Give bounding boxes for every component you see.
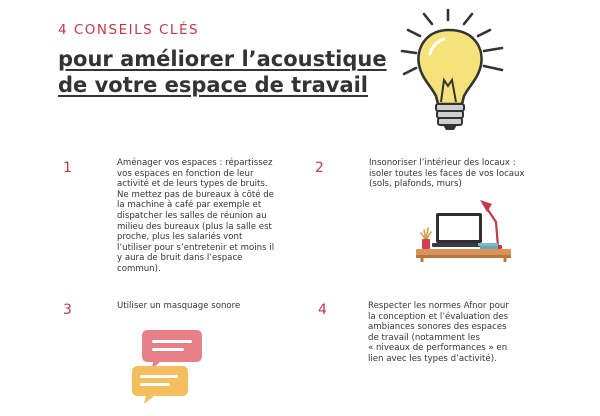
tip-1-line: y aura de bruit dans l’espace (117, 253, 243, 264)
tip-4-text (368, 301, 509, 365)
tip-2-text (369, 158, 525, 190)
tip-1-line: milieu des bureaux (plus la salle est (117, 221, 272, 232)
tip-1-line: l’utiliser pour s’entretenir et moins il (117, 242, 275, 253)
tip-4-line: de travail (notamment les (368, 332, 480, 343)
tip-3-line: Utiliser un masquage sonore (117, 301, 241, 311)
title-line-1: pour améliorer l’acoustique (58, 47, 387, 71)
lightbulb-icon (392, 8, 522, 136)
tip-4-line: ambiances sonores des espaces (368, 322, 507, 333)
title-line-2: de votre espace de travail (58, 73, 369, 97)
tip-1-line: dispatcher les salles de réunion au (117, 210, 267, 221)
tip-4-line: la conception et l’évaluation des (368, 311, 509, 322)
tip-2-line: (sols, plafonds, murs) (369, 179, 462, 190)
tip-4-number: 4 (318, 302, 327, 318)
tip-1-line: Aménager vos espaces : répartissez (117, 158, 273, 168)
tip-1-line: vos espaces en fonction de leur (117, 168, 254, 179)
page-title (58, 46, 398, 98)
tip-2-number: 2 (315, 160, 324, 176)
tip-4-line: « niveaux de performances » en (368, 343, 508, 354)
tip-1-text (117, 158, 274, 275)
tip-4-line: Respecter les normes Afnor pour (368, 301, 509, 311)
chat-bubbles-icon (130, 328, 206, 406)
kicker: 4 CONSEILS CLÉS (58, 22, 200, 38)
tip-3-text (117, 301, 240, 312)
tip-1-line: commun). (117, 263, 161, 274)
tip-2-line: isoler toutes les faces de vos locaux (369, 168, 525, 179)
tip-1-line: Ne mettez pas de bureaux à côté de (117, 189, 274, 200)
tip-4-line: lien avec les types d’activité). (368, 353, 497, 364)
tip-1-number: 1 (63, 160, 72, 176)
tip-3-number: 3 (63, 302, 72, 318)
tip-1-line: proche, plus les salariés vont (117, 232, 243, 243)
desk-workspace-icon (414, 200, 514, 262)
tip-2-line: Insonoriser l’intérieur des locaux : (369, 158, 516, 168)
tip-1-line: activité et de leurs types de bruits. (117, 179, 268, 190)
tip-1-line: la machine à café par exemple et (117, 200, 262, 211)
